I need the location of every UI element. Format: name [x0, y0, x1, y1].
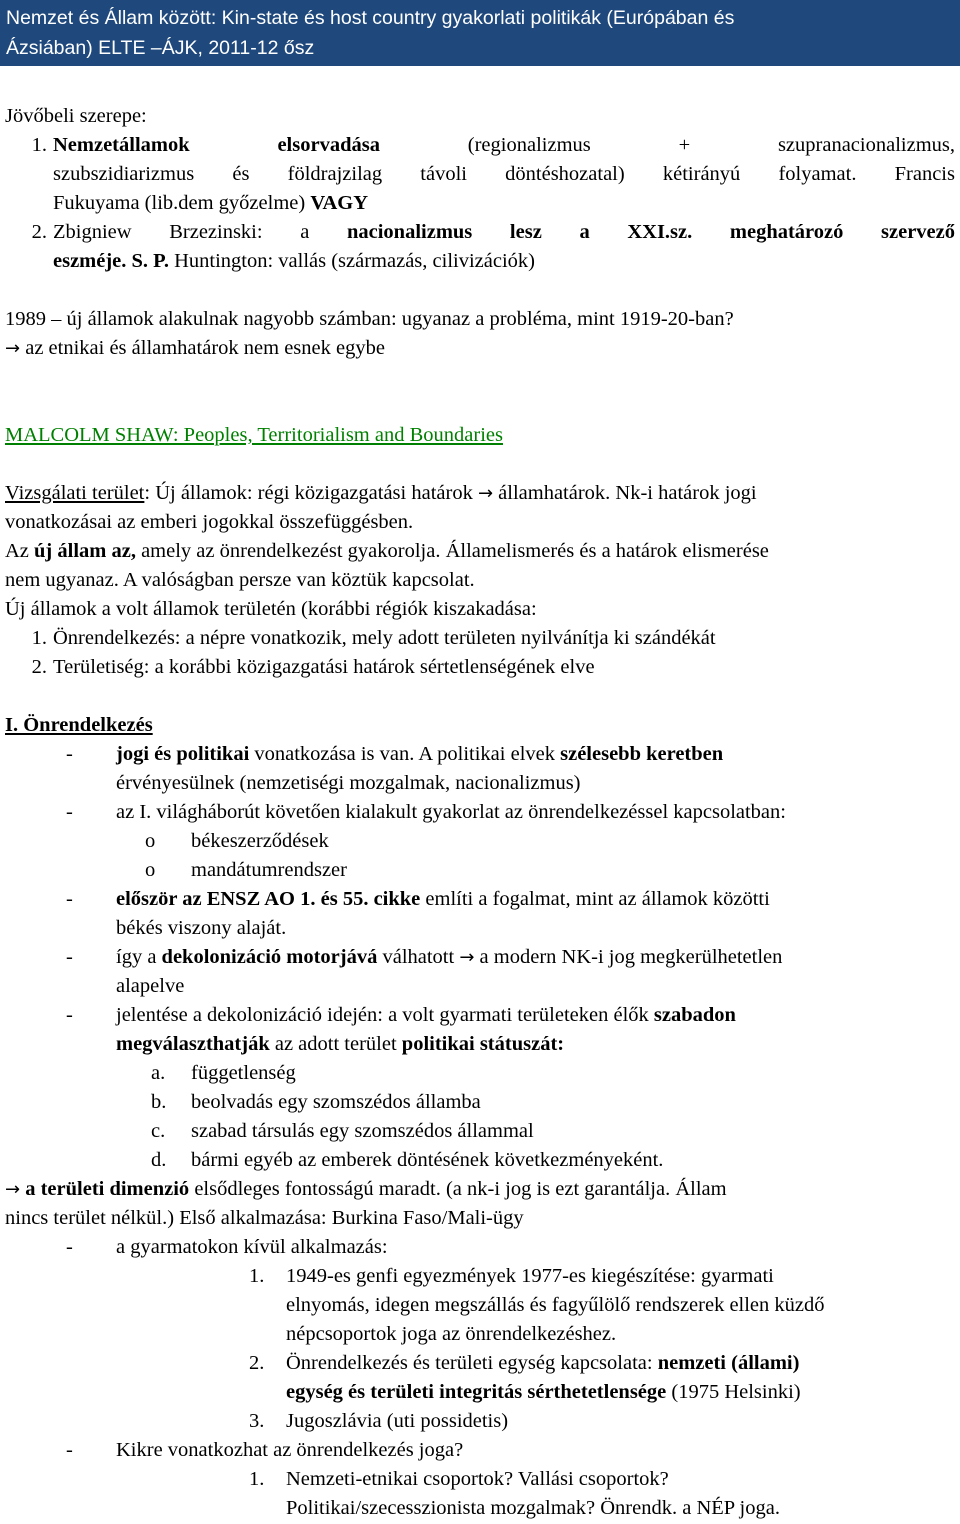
item-text: az I. világháborút követően kialakult gyakorlat az önrendelkezéssel kapcsolatban:: [116, 801, 786, 823]
header-line-2: Ázsiában) ELTE –ÁJK, 2011-12 ősz: [6, 37, 315, 59]
text: Az: [5, 540, 29, 562]
list-item: [5, 1436, 955, 1465]
list-item: [5, 1262, 955, 1349]
bold-text: szabadon: [653, 1004, 736, 1026]
new-state-line: [5, 537, 955, 566]
p1989-line-2: [5, 334, 955, 363]
item-text: 1949-es genfi egyezmények 1977-es kiegészítése: gyarmati: [286, 1265, 774, 1287]
item-text: népcsoportok joga az önrendelkezéshez.: [286, 1323, 617, 1345]
list-item: [5, 1001, 955, 1059]
list-item: [5, 943, 955, 1001]
arrow-right-icon: →: [459, 947, 475, 968]
text: az adott terület: [274, 1033, 397, 1055]
text: jelentése a dekolonizáció idején: a volt gyarmati területeken élők: [116, 1004, 649, 1026]
new-state-line-2: nem ugyanaz. A valóságban persze van köztük kapcsolat.: [5, 569, 475, 591]
item-text: [116, 1030, 955, 1059]
dash-marker: -: [66, 1236, 73, 1258]
item-text: szabad társulás egy szomszédos állammal: [191, 1120, 534, 1142]
list-item: [5, 1349, 955, 1407]
list-item: [5, 1233, 955, 1262]
item-number: 2.: [249, 1352, 265, 1374]
bold-text: VAGY: [310, 192, 369, 214]
item-text: beolvadás egy szomszédos államba: [191, 1091, 481, 1113]
item-text: a gyarmatokon kívül alkalmazás:: [116, 1236, 388, 1258]
dash-marker: -: [66, 1004, 73, 1026]
text: (regionalizmus + szupranacionalizmus,: [467, 134, 955, 156]
item-text: alapelve: [116, 975, 185, 997]
item-text: szubszidiarizmus és földrajzilag távoli döntéshozatal) kétirányú folyamat. Francis: [53, 163, 955, 185]
item-text: békés viszony alaját.: [116, 917, 287, 939]
text: Zbigniew Brzezinski: a: [53, 221, 310, 243]
document-header: [0, 0, 960, 66]
text: államhatárok. Nk-i határok jogi: [498, 482, 757, 504]
bold-text: egység és területi integritás sérthetetlensége: [286, 1381, 667, 1403]
text: (1975 Helsinki): [671, 1381, 801, 1403]
option-marker: d.: [151, 1149, 167, 1171]
bold-text: I. Önrendelkezés: [5, 714, 153, 736]
p1989-line-1: 1989 – új államok alakulnak nagyobb számban: ugyanaz a probléma, mint 1919-20-ban?: [5, 308, 734, 330]
arrow-right-icon: →: [477, 483, 494, 504]
dash-marker: -: [66, 946, 73, 968]
item-text: [116, 885, 955, 914]
text: válhatott: [382, 946, 455, 968]
item-text: [53, 218, 955, 247]
text: Huntington: vallás (származás, cilivizációk): [174, 250, 535, 272]
text: Fukuyama (lib.dem győzelme): [53, 192, 306, 214]
item-number: 3.: [249, 1410, 265, 1432]
item-number: 1.: [31, 627, 47, 649]
item-text: Önrendelkezés: a népre vonatkozik, mely adott területen nyilvánítja ki szándékát: [53, 627, 716, 649]
dash-marker: -: [66, 1439, 73, 1461]
item-text: [286, 1349, 955, 1378]
bold-text: elsorvadása: [277, 134, 380, 156]
item-text: [53, 189, 955, 218]
item-text: Területiség: a korábbi közigazgatási határok sértetlenségének elve: [53, 656, 595, 678]
item-text: Kikre vonatkozhat az önrendelkezés joga?: [116, 1439, 464, 1461]
bold-text: megválaszthatják: [116, 1033, 270, 1055]
bullet-marker: o: [145, 859, 156, 881]
item-text: Nemzeti-etnikai csoportok? Vallási csoportok?: [286, 1468, 669, 1490]
territorial-line-2: nincs terület nélkül.) Első alkalmazása: Burkina Faso/Mali-ügy: [5, 1207, 524, 1229]
list-item: [5, 1465, 955, 1523]
scope-line: [5, 479, 955, 508]
item-text: elnyomás, idegen megszállás és fagyűlölő rendszerek ellen küzdő: [286, 1294, 825, 1316]
option-marker: a.: [151, 1062, 166, 1084]
item-text: [286, 1378, 955, 1407]
dash-marker: -: [66, 801, 73, 823]
list-item: [5, 1146, 955, 1175]
document-body: [0, 102, 960, 1523]
list-item: [5, 1088, 955, 1117]
bold-text: nacionalizmus lesz a XXI.sz. meghatározó szervező: [346, 221, 956, 243]
bullet-marker: o: [145, 830, 156, 852]
section-heading: [5, 711, 955, 740]
bold-text: szélesebb keretben: [560, 743, 724, 765]
bold-text: eszméje. S. P.: [53, 250, 169, 272]
option-marker: c.: [151, 1120, 166, 1142]
bold-text: új állam az,: [34, 540, 136, 562]
bold-text: nemzeti (állami): [657, 1352, 800, 1374]
list-item: [5, 856, 955, 885]
list-item: [5, 798, 955, 827]
dash-marker: -: [66, 888, 73, 910]
list-item: [5, 218, 955, 276]
item-number: 1.: [249, 1265, 265, 1287]
list-item: [5, 1407, 955, 1436]
header-line-1: Nemzet és Állam között: Kin-state és host country gyakorlati politikák (Európában és: [6, 7, 735, 29]
list-item: [5, 885, 955, 943]
item-number: 1.: [31, 134, 47, 156]
item-text: Politikai/szecesszionista mozgalmak? Önrendk. a NÉP joga.: [286, 1497, 780, 1519]
item-text: [53, 131, 955, 160]
text: elsődleges fontosságú maradt. (a nk-i jog is ezt garantálja. Állam: [194, 1178, 727, 1200]
bold-text: dekolonizáció motorjává: [161, 946, 378, 968]
item-text: [116, 943, 955, 972]
list-item: [5, 653, 955, 682]
item-text: érvényesülnek (nemzetiségi mozgalmak, nacionalizmus): [116, 772, 581, 794]
new-states-line: Új államok a volt államok területén (korábbi régiók kiszakadása:: [5, 598, 537, 620]
item-text: [53, 247, 955, 276]
bold-text: Nemzetállamok: [53, 134, 190, 156]
item-text: Jugoszlávia (uti possidetis): [286, 1410, 509, 1432]
item-text: [116, 1001, 955, 1030]
future-role-label: Jövőbeli szerepe:: [5, 105, 147, 127]
list-item: [5, 624, 955, 653]
arrow-right-icon: →: [5, 338, 21, 359]
section-title: MALCOLM SHAW: Peoples, Territorialism and Boundaries: [5, 424, 503, 446]
list-item: [5, 740, 955, 798]
text: amely az önrendelkezést gyakorolja. Államelismerés és a határok elismerése: [141, 540, 769, 562]
text: vonatkozása is van. A politikai elvek: [254, 743, 555, 765]
item-text: bármi egyéb az emberek döntésének következményeként.: [191, 1149, 664, 1171]
scope-line-2: vonatkozásai az emberi jogokkal összefüggésben.: [5, 511, 414, 533]
bold-text: a területi dimenzió: [25, 1178, 190, 1200]
arrow-right-icon: →: [5, 1179, 21, 1200]
text: Önrendelkezés és területi egység kapcsolata:: [286, 1352, 653, 1374]
item-number: 1.: [249, 1468, 265, 1490]
item-text: függetlenség: [191, 1062, 296, 1084]
text: a modern NK-i jog megkerülhetetlen: [479, 946, 783, 968]
text: : Új államok: régi közigazgatási határok: [144, 482, 473, 504]
dash-marker: -: [66, 743, 73, 765]
bold-text: jogi és politikai: [116, 743, 250, 765]
item-text: [116, 740, 955, 769]
list-item: [5, 1059, 955, 1088]
item-number: 2.: [31, 221, 47, 243]
item-text: békeszerződések: [191, 830, 329, 852]
bold-text: először az ENSZ AO 1. és 55. cikke: [116, 888, 421, 910]
item-number: 2.: [31, 656, 47, 678]
underlined-text: Vizsgálati terület: [5, 482, 145, 504]
list-item: [5, 131, 955, 218]
text: így a: [116, 946, 157, 968]
territorial-line: [5, 1175, 955, 1204]
option-marker: b.: [151, 1091, 167, 1113]
text: az etnikai és államhatárok nem esnek egybe: [25, 337, 385, 359]
bold-text: politikai státuszát:: [401, 1033, 565, 1055]
text: említi a fogalmat, mint az államok közötti: [425, 888, 770, 910]
item-text: mandátumrendszer: [191, 859, 347, 881]
list-item: [5, 1117, 955, 1146]
list-item: [5, 827, 955, 856]
